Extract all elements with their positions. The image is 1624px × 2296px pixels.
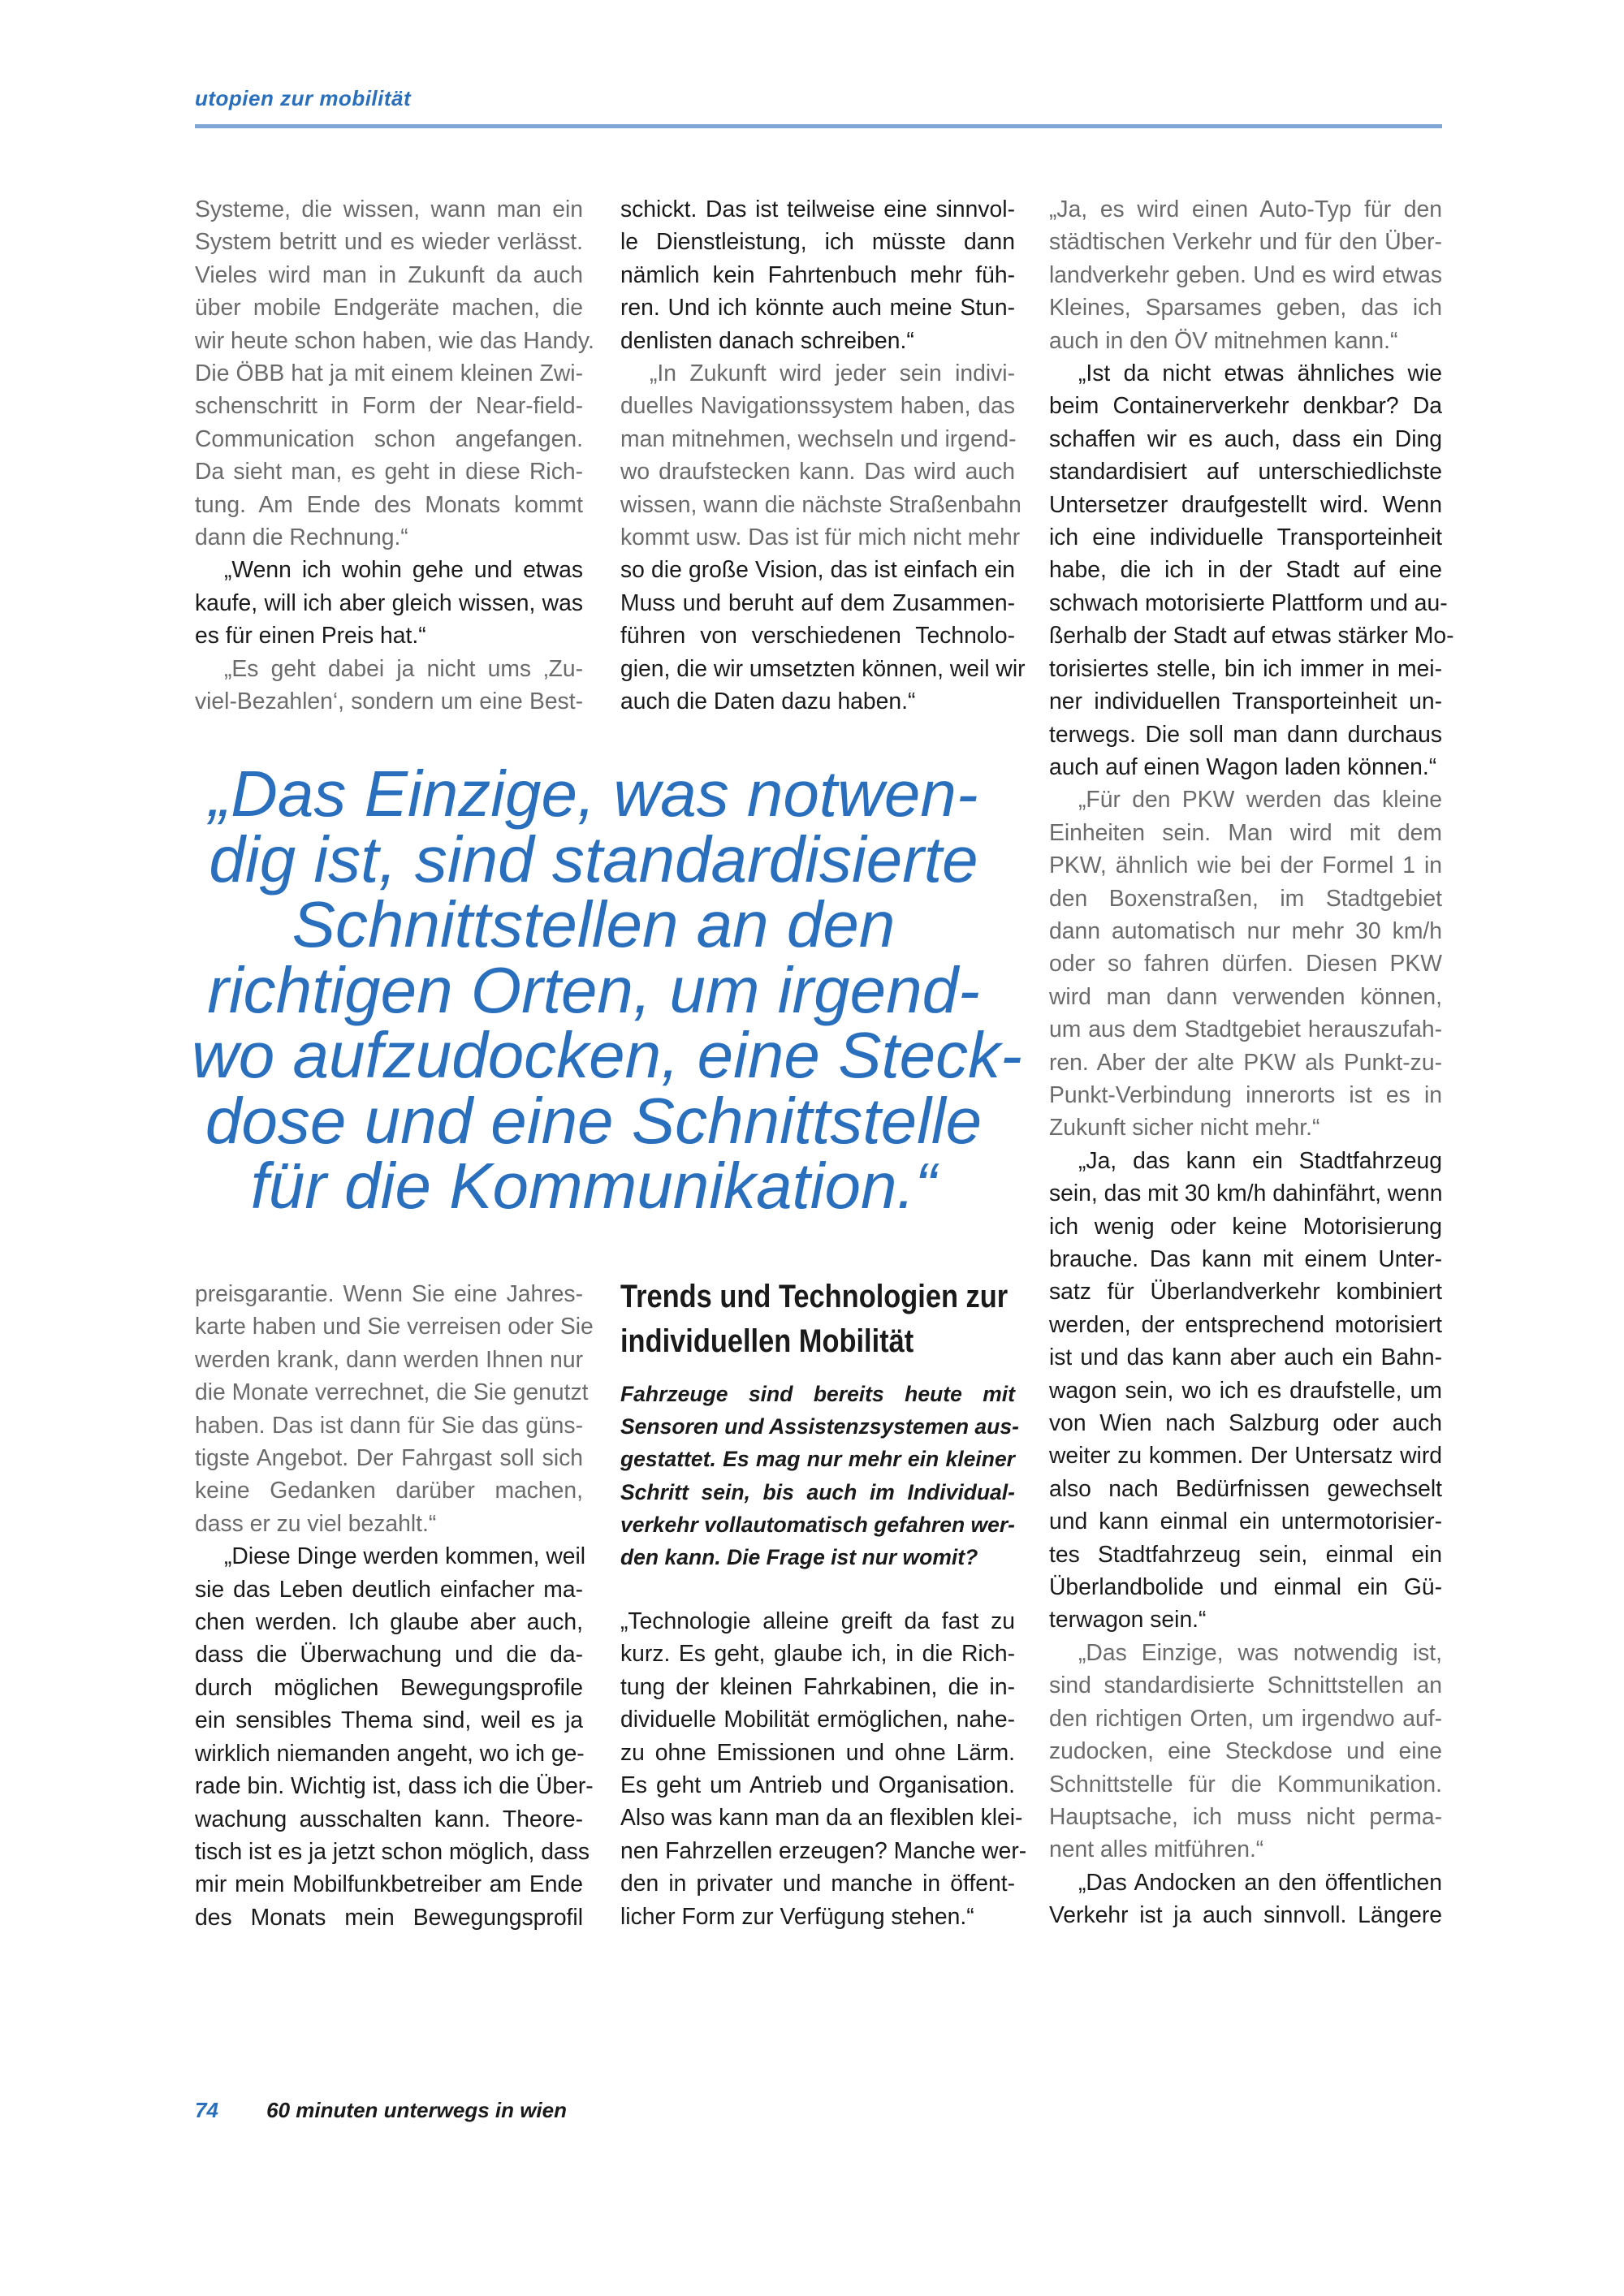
text-line: ren. Und ich könnte auch meine Stun- xyxy=(620,294,1015,321)
text-line: und kann einmal ein untermotorisier- xyxy=(1049,1508,1442,1534)
text-line: Einheiten sein. Man wird mit dem xyxy=(1049,818,1442,845)
text-line: dass die Überwachung und die da- xyxy=(195,1641,583,1668)
text-line: auch die Daten dazu haben.“ xyxy=(620,688,916,714)
text-line: terwagon sein.“ xyxy=(1049,1606,1207,1633)
text-line: Überlandbolide und einmal ein Gü- xyxy=(1049,1573,1442,1600)
text-line: tes Stadtfahrzeug sein, einmal ein xyxy=(1049,1540,1442,1567)
text-line: man mitnehmen, wechseln und irgend- xyxy=(620,425,1017,451)
text-line: zudocken, eine Steckdose und eine xyxy=(1049,1737,1442,1764)
text-line: Schnittstelle für die Kommunikation. xyxy=(1049,1770,1442,1797)
text-line: „Ist da nicht etwas ähnliches wie xyxy=(1078,360,1442,386)
text-line: werden, der entsprechend motorisiert xyxy=(1049,1310,1442,1337)
text-line: über mobile Endgeräte machen, die xyxy=(195,294,583,321)
text-line: Verkehr ist ja auch sinnvoll. Längere xyxy=(1049,1901,1442,1928)
text-line: satz für Überlandverkehr kombiniert xyxy=(1049,1278,1442,1305)
text-line: beim Containerverkehr denkbar? Da xyxy=(1049,392,1442,419)
text-line: „Das Einzige, was notwendig ist, xyxy=(1078,1638,1442,1665)
text-line: „Es geht dabei ja nicht ums ‚Zu- xyxy=(224,654,583,681)
text-line: zu ohne Emissionen und ohne Lärm. xyxy=(620,1738,1015,1765)
text-line: auch in den ÖV mitnehmen kann.“ xyxy=(1049,326,1398,353)
text-line: chen werden. Ich glaube aber auch, xyxy=(195,1608,583,1635)
text-line: es für einen Preis hat.“ xyxy=(195,622,426,649)
text-line: denlisten danach schreiben.“ xyxy=(620,326,914,353)
pull-quote-line: „Das Einzige, was notwen- xyxy=(209,757,978,830)
lead-line: Schritt sein, bis auch im Individual- xyxy=(620,1479,1015,1504)
text-line: weiter zu kommen. Der Untersatz wird xyxy=(1049,1442,1442,1469)
section-heading xyxy=(620,1275,1009,1364)
column1-top-text xyxy=(195,192,594,718)
text-line: dass er zu viel bezahlt.“ xyxy=(195,1509,437,1536)
column1-bottom-text xyxy=(195,1277,594,1933)
text-line: werden krank, dann werden Ihnen nur xyxy=(195,1345,583,1372)
text-line: Die ÖBB hat ja mit einem kleinen Zwi- xyxy=(195,360,583,386)
text-line: den richtigen Orten, um irgendwo auf- xyxy=(1049,1704,1442,1731)
text-line: städtischen Verkehr und für den Über- xyxy=(1049,228,1442,255)
text-line: wagon sein, wo ich es draufstelle, um xyxy=(1049,1376,1442,1403)
lead-line: gestattet. Es mag nur mehr ein kleiner xyxy=(620,1447,1015,1472)
text-line: landverkehr geben. Und es wird etwas xyxy=(1049,261,1442,287)
text-line: dann die Rechnung.“ xyxy=(195,524,408,550)
text-line: schickt. Das ist teilweise eine sinnvol- xyxy=(620,196,1015,222)
text-line: keine Gedanken darüber machen, xyxy=(195,1477,583,1504)
text-line: wird man dann verwenden können, xyxy=(1049,982,1442,1009)
text-line: ist und das kann aber auch ein Bahn- xyxy=(1049,1344,1442,1370)
text-line: PKW, ähnlich wie bei der Formel 1 in xyxy=(1049,852,1442,878)
text-line: Systeme, die wissen, wann man ein xyxy=(195,196,583,222)
text-line: so die große Vision, das ist einfach ein xyxy=(620,556,1015,583)
text-line: nämlich kein Fahrtenbuch mehr füh- xyxy=(620,261,1015,287)
text-line: Punkt-Verbindung innerorts ist es in xyxy=(1049,1081,1442,1107)
text-line: licher Form zur Verfügung stehen.“ xyxy=(620,1902,974,1929)
text-line: tigste Angebot. Der Fahrgast soll sich xyxy=(195,1444,583,1471)
column2-top-text xyxy=(620,192,1026,718)
text-line: von Wien nach Salzburg oder auch xyxy=(1049,1409,1442,1436)
text-line: nen Fahrzellen erzeugen? Manche wer- xyxy=(620,1836,1027,1863)
text-line: Kleines, Sparsames geben, das ich xyxy=(1049,294,1442,321)
text-line: „In Zukunft wird jeder sein indivi- xyxy=(650,360,1015,386)
text-line: preisgarantie. Wenn Sie eine Jahres- xyxy=(195,1280,583,1306)
text-line: brauche. Das kann mit einem Unter- xyxy=(1049,1245,1442,1271)
text-line: die Monate verrechnet, die Sie genutzt xyxy=(195,1379,589,1405)
text-line: ßerhalb der Stadt auf etwas stärker Mo- xyxy=(1049,622,1454,649)
text-line: ein sensibles Thema sind, weil es ja xyxy=(195,1707,583,1733)
pull-quote-line: dose und eine Schnittstelle xyxy=(205,1084,983,1157)
text-line: Es geht um Antrieb und Organisation. xyxy=(620,1772,1015,1798)
text-line: duelles Navigationssystem haben, das xyxy=(620,392,1015,419)
text-line: kurz. Es geht, glaube ich, in die Rich- xyxy=(620,1640,1015,1667)
text-line: karte haben und Sie verreisen oder Sie xyxy=(195,1313,594,1340)
text-line: habe, die ich in der Stadt auf eine xyxy=(1049,556,1442,583)
text-line: „Das Andocken an den öffentlichen xyxy=(1078,1868,1442,1895)
text-line: nent alles mitführen.“ xyxy=(1049,1836,1264,1862)
text-line: sein, das mit 30 km/h dahinfährt, wenn xyxy=(1049,1180,1443,1206)
text-line: auch auf einen Wagon laden können.“ xyxy=(1049,753,1437,779)
pull-quote-line: Schnittstellen an den xyxy=(292,888,896,960)
page-footer xyxy=(195,2098,567,2123)
text-line: Communication schon angefangen. xyxy=(195,425,583,451)
text-line: Da sieht man, es geht in diese Rich- xyxy=(195,458,583,485)
text-line: haben. Das ist dann für Sie das güns- xyxy=(195,1411,583,1438)
text-line: torisiertes stelle, bin ich immer in mei- xyxy=(1049,654,1442,681)
text-line: Zukunft sicher nicht mehr.“ xyxy=(1049,1114,1320,1141)
lead-line: Fahrzeuge sind bereits heute mit xyxy=(620,1382,1015,1406)
text-line: gien, die wir umsetzten können, weil wir xyxy=(620,654,1026,681)
text-line: kaufe, will ich aber gleich wissen, was xyxy=(195,589,583,615)
header-rule xyxy=(195,124,1442,128)
text-line: schenschritt in Form der Near-field- xyxy=(195,392,583,419)
section-heading-line2: individuellen Mobilität xyxy=(620,1323,914,1359)
column3-text xyxy=(1049,192,1454,1931)
text-line: wo draufstecken kann. Das wird auch xyxy=(620,458,1015,485)
text-line: um aus dem Stadtgebiet herauszufah- xyxy=(1049,1016,1442,1042)
text-line: System betritt und es wieder verlässt. xyxy=(195,228,583,255)
pull-quote-line: für die Kommunikation.“ xyxy=(250,1150,937,1222)
text-line: ich wenig oder keine Motorisierung xyxy=(1049,1212,1442,1239)
text-line: viel-Bezahlen‘, sondern um eine Best- xyxy=(195,688,583,714)
text-line: sie das Leben deutlich einfacher ma- xyxy=(195,1575,583,1602)
text-line: mir mein Mobilfunkbetreiber am Ende xyxy=(195,1871,583,1897)
text-line: „Ja, das kann ein Stadtfahrzeug xyxy=(1078,1146,1442,1173)
text-line: „Technologie alleine greift da fast zu xyxy=(620,1608,1015,1634)
text-line: „Für den PKW werden das kleine xyxy=(1078,786,1442,813)
text-line: rade bin. Wichtig ist, dass ich die Über- xyxy=(195,1772,594,1799)
text-line: führen von verschiedenen Technolo- xyxy=(620,622,1015,649)
text-line: standardisiert auf unterschiedlichste xyxy=(1049,458,1442,485)
text-line: schaffen wir es auch, dass ein Ding xyxy=(1049,425,1442,451)
pull-quote xyxy=(192,757,1022,1222)
text-line: wirklich niemanden angeht, wo ich ge- xyxy=(195,1739,585,1766)
running-header: utopien zur mobilität xyxy=(195,86,412,110)
text-line: „Wenn ich wohin gehe und etwas xyxy=(224,556,583,583)
text-line: ren. Aber der alte PKW als Punkt-zu- xyxy=(1049,1048,1442,1075)
text-line: wir heute schon haben, wie das Handy. xyxy=(195,326,594,353)
lead-line: verkehr vollautomatisch gefahren wer- xyxy=(620,1512,1015,1537)
text-line: „Ja, es wird einen Auto-Typ für den xyxy=(1049,196,1442,222)
text-line: wissen, wann die nächste Straßenbahn xyxy=(620,490,1021,517)
section-heading-line1: Trends und Technologien zur xyxy=(620,1279,1009,1314)
text-line: dann automatisch nur mehr 30 km/h xyxy=(1049,917,1442,943)
text-line: terwegs. Die soll man dann durchaus xyxy=(1049,720,1442,747)
column2-bottom-text xyxy=(620,1604,1027,1932)
pull-quote-line: wo aufzudocken, eine Steck- xyxy=(192,1019,1022,1091)
text-line: kommt usw. Das ist für mich nicht mehr xyxy=(620,524,1021,550)
text-line: oder so fahren dürfen. Diesen PKW xyxy=(1049,950,1442,977)
pull-quote-line: dig ist, sind standardisierte xyxy=(209,822,978,896)
text-line: „Diese Dinge werden kommen, weil xyxy=(224,1543,586,1569)
text-line: tung der kleinen Fahrkabinen, die in- xyxy=(620,1672,1015,1699)
lead-line: Sensoren und Assistenzsystemen aus- xyxy=(620,1414,1019,1439)
text-line: Untersetzer draufgestellt wird. Wenn xyxy=(1049,490,1442,517)
section-lead xyxy=(620,1378,1019,1573)
publication-title: 60 minuten unterwegs in wien xyxy=(266,2098,567,2122)
text-line: dividuelle Mobilität ermöglichen, nahe- xyxy=(620,1706,1015,1733)
text-line: den in privater und manche in öffent- xyxy=(620,1870,1015,1897)
text-line: tisch ist es ja jetzt schon möglich, dass xyxy=(195,1837,590,1864)
text-line: Also was kann man da an flexiblen klei- xyxy=(620,1804,1023,1831)
text-line: den Boxenstraßen, im Stadtgebiet xyxy=(1049,884,1442,911)
text-line: ner individuellen Transporteinheit un- xyxy=(1049,688,1442,714)
text-line: also nach Bedürfnissen gewechselt xyxy=(1049,1474,1442,1501)
text-line: tung. Am Ende des Monats kommt xyxy=(195,490,583,517)
text-line: Vieles wird man in Zukunft da auch xyxy=(195,261,583,287)
text-line: schwach motorisierte Plattform und au- xyxy=(1049,589,1448,615)
text-line: le Dienstleistung, ich müsste dann xyxy=(620,228,1015,255)
text-line: ich eine individuelle Transporteinheit xyxy=(1049,524,1442,550)
text-line: sind standardisierte Schnittstellen an xyxy=(1049,1672,1442,1698)
text-line: Hauptsache, ich muss nicht perma- xyxy=(1049,1802,1442,1829)
pull-quote-line: richtigen Orten, um irgend- xyxy=(207,953,980,1026)
text-line: durch möglichen Bewegungsprofile xyxy=(195,1673,583,1700)
text-line: Muss und beruht auf dem Zusammen- xyxy=(620,589,1015,615)
page-number: 74 xyxy=(195,2098,218,2122)
text-line: wachung ausschalten kann. Theore- xyxy=(195,1805,583,1832)
lead-line: den kann. Die Frage ist nur womit? xyxy=(620,1545,978,1570)
text-line: des Monats mein Bewegungsprofil xyxy=(195,1903,583,1930)
